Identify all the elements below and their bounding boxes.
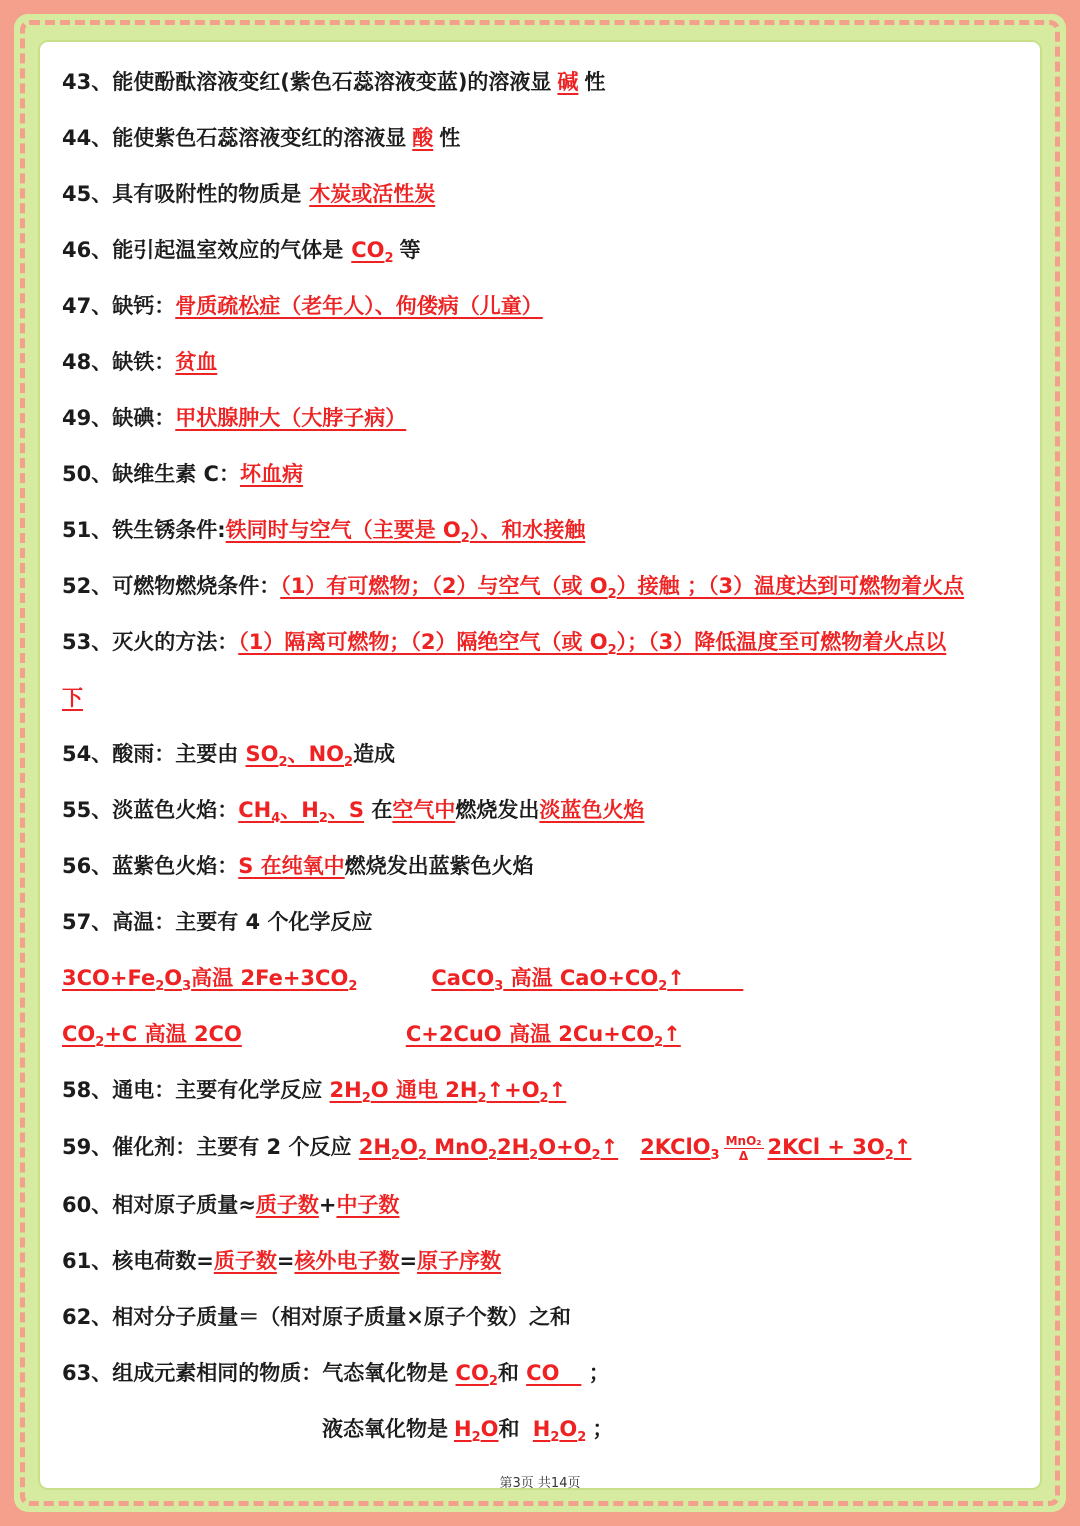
item-45: 45、具有吸附性的物质是 木炭或活性炭	[62, 182, 436, 206]
item-61: 61、核电荷数=质子数=核外电子数=原子序数	[62, 1249, 502, 1273]
item-44: 44、能使紫色石蕊溶液变红的溶液显 酸 性	[62, 126, 461, 150]
item-54: 54、酸雨：主要由 $SO_2$、$NO_2$造成	[62, 742, 396, 771]
reaction-row-2	[62, 1019, 681, 1049]
item-51: 51、铁生锈条件:铁同时与空气（主要是 $O_2$）、和水接触	[62, 518, 586, 547]
reaction-2: CaCO$_3$ 高温 $CaO+CO_2↑$	[431, 966, 685, 995]
reaction-row-1	[62, 963, 743, 993]
item-62: 62、相对分子质量＝（相对原子质量×原子个数）之和	[62, 1305, 571, 1329]
item-56: 56、蓝紫色火焰：S 在纯氧中燃烧发出蓝紫色火焰	[62, 854, 534, 878]
item-53-continued: 下	[62, 686, 83, 710]
page-number: 第3页 共14页	[499, 1476, 581, 1491]
reaction-4: C+2CuO 高温 $2Cu+CO_2↑$	[405, 1022, 681, 1051]
item-53: 53、灭火的方法：（1）隔离可燃物；（2）隔绝空气（或 $O_2$）；（3）降低温度至可燃物着火点以	[62, 630, 947, 659]
item-58: 58、通电：主要有化学反应 $2H_2O$ 通电 $2H_2↑+O_2↑$	[62, 1078, 567, 1107]
item-50: 50、缺维生素 C：坏血病	[62, 462, 303, 486]
item-57: 57、高温：主要有 4 个化学反应	[62, 910, 373, 934]
item-60: 60、相对原子质量≈质子数+中子数	[62, 1193, 400, 1217]
item-63-liquid: 液态氧化物是 $H_2O$和 $H_2O_2$ ；	[322, 1417, 614, 1446]
item-46: 46、能引起温室效应的气体是 $CO_2$ 等	[62, 238, 421, 267]
item-43: 43、能使酚酞溶液变红(紫色石蕊溶液变蓝)的溶液显 碱 性	[62, 70, 606, 94]
item-49: 49、缺碘：甲状腺肿大（大脖子病）	[62, 406, 407, 430]
item-52: 52、可燃物燃烧条件：（1）有可燃物；（2）与空气（或 $O_2$）接触 ；（3）温度达到可燃物着火点	[62, 574, 965, 603]
catalyst-fraction: $\frac{\text{MnO₂}}{\Delta}$	[725, 1133, 762, 1163]
item-63: 63、组成元素相同的物质：气态氧化物是 $CO_2$和 CO ；	[62, 1361, 610, 1390]
item-48: 48、缺铁：贫血	[62, 350, 218, 374]
item-55: 55、淡蓝色火焰：$CH_4$、$H_2$、S 在空气中燃烧发出淡蓝色火焰	[62, 798, 645, 827]
item-47: 47、缺钙：骨质疏松症（老年人）、佝偻病（儿童）	[62, 294, 543, 318]
reaction-1: $3CO+Fe_2O_3$高温 $2Fe+3CO_2$	[62, 966, 358, 995]
item-59: 59、催化剂：主要有 2 个反应 $2H_2O_2$ $MnO_22H_2O+O_2↑$ 2KClO$_3$ $\frac{\text{MnO₂}}{\Delta}$ $2KCl + 3O_2↑$	[62, 1133, 912, 1164]
document-page	[40, 42, 1040, 1491]
reaction-3: $CO_2+C$ 高温 2CO	[62, 1022, 242, 1051]
